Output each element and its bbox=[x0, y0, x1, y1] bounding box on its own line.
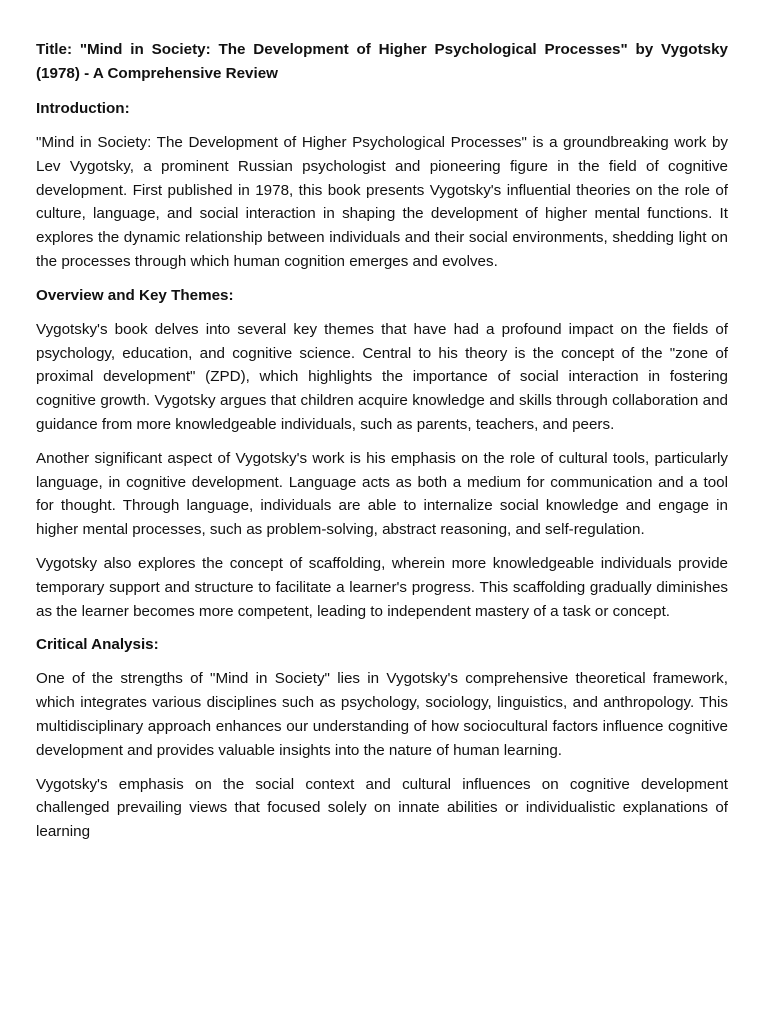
introduction-heading: Introduction: bbox=[36, 100, 130, 117]
overview-paragraph-3: Vygotsky also explores the concept of scaffolding, wherein more knowledgeable individuals provide temporary support and structure to facilitate a learner's progress. This scaffolding gradually diminishes as the learner becomes more competent, leading to independent mastery of a task or concept. bbox=[36, 554, 728, 620]
critical-analysis-heading: Critical Analysis: bbox=[36, 636, 159, 654]
overview-paragraph-1: Vygotsky's book delves into several key themes that have had a profound impact on the fields of psychology, education, and cognitive science. Central to his theory is the concept of the "zone of proximal development" (ZPD), which highlights the importance of social interaction in fostering cognitive growth. Vygotsky argues that children acquire knowledge and skills through collaboration and guidance from more knowledgeable individuals, such as parents, teachers, and peers. bbox=[36, 320, 728, 433]
document-title: Title: "Mind in Society: The Development of Higher Psychological Processes" by Vygotsky (1978) - A Comprehensive Review bbox=[36, 41, 728, 82]
critical-analysis-paragraph-1: One of the strengths of "Mind in Society" lies in Vygotsky's comprehensive theoretical framework, which integrates various disciplines such as psychology, sociology, linguistics, and anthropology. This multidisciplinary approach enhances our understanding of how sociocultural factors influence cognitive development and provides valuable insights into the nature of human learning. bbox=[36, 670, 728, 759]
introduction-paragraph: "Mind in Society: The Development of Higher Psychological Processes" is a groundbreaking work by Lev Vygotsky, a prominent Russian psychologist and pioneering figure in the field of cognitive development. First published in 1978, this book presents Vygotsky's influential theories on the role of culture, language, and social interaction in shaping the development of higher mental functions. It explores the dynamic relationship between individuals and their social environments, shedding light on the processes through which human cognition emerges and evolves. bbox=[36, 134, 728, 270]
overview-paragraph-2: Another significant aspect of Vygotsky's work is his emphasis on the role of cultural tools, particularly language, in cognitive development. Language acts as both a medium for communication and a tool for thought. Through language, individuals are able to internalize social knowledge and engage in higher mental processes, such as problem-solving, abstract reasoning, and self-regulation. bbox=[36, 449, 728, 539]
overview-heading: Overview and Key Themes: bbox=[36, 286, 234, 304]
critical-analysis-paragraph-2: Vygotsky's emphasis on the social context and cultural influences on cognitive development challenged prevailing views that focused solely on innate abilities or individualistic explanations of learning bbox=[36, 775, 728, 841]
